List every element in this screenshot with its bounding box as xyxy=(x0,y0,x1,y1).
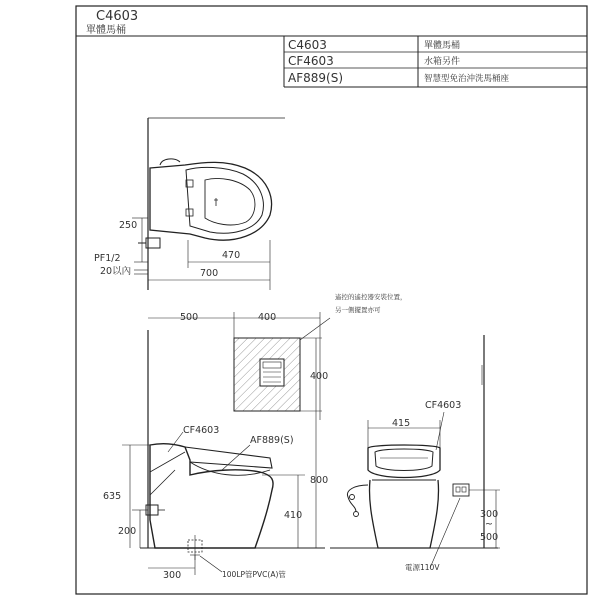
dim-tilde: ~ xyxy=(485,519,493,530)
table-code-1: C4603 xyxy=(288,38,327,52)
front-view xyxy=(122,312,330,575)
dim-400-top: 400 xyxy=(258,312,277,323)
dim-470: 470 xyxy=(222,250,241,261)
side-view xyxy=(330,335,500,568)
top-view xyxy=(132,118,285,290)
sheet-border xyxy=(76,6,587,594)
dim-200: 200 xyxy=(118,526,137,537)
dim-500-front: 500 xyxy=(180,312,199,323)
table-desc-3: 智慧型免治沖洗馬桶座 xyxy=(424,74,510,84)
table-desc-2: 水箱另件 xyxy=(424,57,461,67)
label-cf-side: CF4603 xyxy=(425,400,462,411)
dim-415: 415 xyxy=(392,418,411,429)
dim-300-front: 300 xyxy=(163,570,182,581)
parts-table xyxy=(284,36,587,87)
power-note: 電源110V xyxy=(405,563,440,572)
dim-410: 410 xyxy=(284,510,303,521)
remote-note-1: 遙控的遙控器安裝位置， xyxy=(335,293,407,301)
dim-700: 700 xyxy=(200,268,219,279)
label-af-front: AF889(S) xyxy=(250,435,294,446)
label-within-20: 20以內 xyxy=(100,266,132,277)
label-pf: PF1/2 xyxy=(94,253,121,264)
dim-500-side: 500 xyxy=(480,532,499,543)
dim-300-side: 300 xyxy=(480,509,499,520)
label-cf-front: CF4603 xyxy=(183,425,220,436)
dim-635: 635 xyxy=(103,491,122,502)
drain-note: 100LP管PVC(A)管 xyxy=(222,570,286,579)
remote-note-2: 另一側擺置亦可 xyxy=(335,306,381,314)
dim-800: 800 xyxy=(310,475,329,486)
dim-250: 250 xyxy=(119,220,138,231)
table-code-2: CF4603 xyxy=(288,54,334,68)
table-code-3: AF889(S) xyxy=(288,71,343,85)
dim-400-side: 400 xyxy=(310,371,329,382)
table-desc-1: 單體馬桶 xyxy=(424,41,461,51)
header-name: 單體馬桶 xyxy=(86,25,126,36)
header-model: C4603 xyxy=(96,9,139,24)
